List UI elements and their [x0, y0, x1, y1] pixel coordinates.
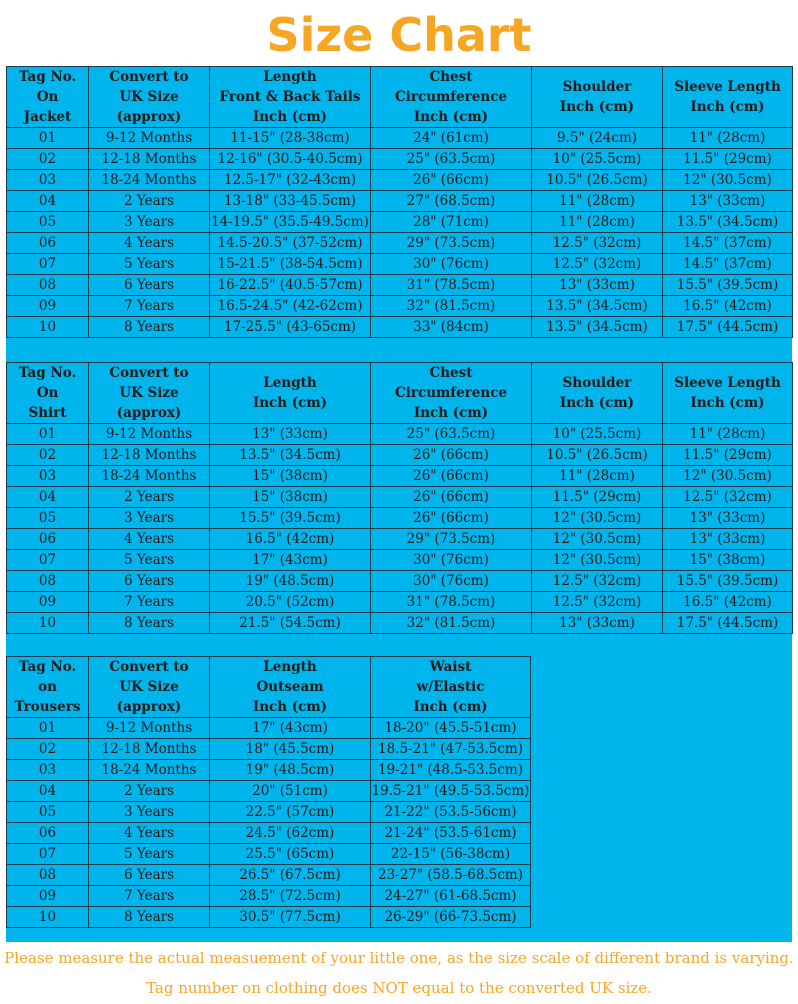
- table-cell: 18" (45.5cm): [210, 739, 371, 760]
- table-cell: 02: [7, 149, 89, 170]
- table-cell: 12" (30.5cm): [532, 529, 663, 550]
- table-cell: 04: [7, 781, 89, 802]
- table-cell: 29" (73.5cm): [371, 529, 532, 550]
- table-cell: 08: [7, 571, 89, 592]
- table-cell: 09: [7, 886, 89, 907]
- table-row: [7, 466, 793, 487]
- table-cell: 10: [7, 907, 89, 928]
- table-cell: 13-18" (33-45.5cm): [210, 191, 371, 212]
- table-cell: 04: [7, 487, 89, 508]
- table-cell: 12-18 Months: [89, 149, 210, 170]
- table-cell: 12.5" (32cm): [532, 254, 663, 275]
- table-cell: 17-25.5" (43-65cm): [210, 317, 371, 338]
- table-cell: 03: [7, 760, 89, 781]
- table-cell: 26" (66cm): [371, 170, 532, 191]
- table-row: [7, 212, 793, 233]
- column-header: Length Inch (cm): [210, 363, 371, 424]
- table-cell: 3 Years: [89, 212, 210, 233]
- table-cell: 3 Years: [89, 802, 210, 823]
- table-cell: 12-18 Months: [89, 445, 210, 466]
- table-cell: 14.5" (37cm): [663, 233, 793, 254]
- column-header: Chest Circumference Inch (cm): [371, 363, 532, 424]
- table-cell: 02: [7, 445, 89, 466]
- table-cell: 13" (33cm): [663, 191, 793, 212]
- table-row: [7, 865, 531, 886]
- table-cell: 7 Years: [89, 592, 210, 613]
- table-cell: 18-24 Months: [89, 466, 210, 487]
- table-cell: 11" (28cm): [532, 466, 663, 487]
- table-cell: 12" (30.5cm): [532, 550, 663, 571]
- table-cell: 23-27" (58.5-68.5cm): [371, 865, 531, 886]
- table-cell: 06: [7, 233, 89, 254]
- table-cell: 21.5" (54.5cm): [210, 613, 371, 634]
- table-cell: 01: [7, 424, 89, 445]
- table-cell: 26" (66cm): [371, 466, 532, 487]
- table-cell: 13.5" (34.5cm): [532, 317, 663, 338]
- table-cell: 30.5" (77.5cm): [210, 907, 371, 928]
- table-cell: 31" (78.5cm): [371, 592, 532, 613]
- table-cell: 12-16" (30.5-40.5cm): [210, 149, 371, 170]
- table-row: [7, 296, 793, 317]
- table-cell: 24-27" (61-68.5cm): [371, 886, 531, 907]
- table-cell: 02: [7, 739, 89, 760]
- tag-number-note: Tag number on clothing does NOT equal to the converted UK size.: [146, 979, 652, 997]
- jacket-size-block: [6, 66, 792, 362]
- table-cell: 25" (63.5cm): [371, 424, 532, 445]
- table-cell: 13" (33cm): [663, 529, 793, 550]
- table-cell: 28" (71cm): [371, 212, 532, 233]
- table-cell: 4 Years: [89, 529, 210, 550]
- table-cell: 17" (43cm): [210, 718, 371, 739]
- table-cell: 17.5" (44.5cm): [663, 317, 793, 338]
- table-row: [7, 529, 793, 550]
- table-cell: 11" (28cm): [532, 212, 663, 233]
- table-cell: 21-22" (53.5-56cm): [371, 802, 531, 823]
- table-cell: 14-19.5" (35.5-49.5cm): [210, 212, 371, 233]
- shirt-size-table: [6, 362, 793, 634]
- table-row: [7, 424, 793, 445]
- table-cell: 05: [7, 802, 89, 823]
- table-cell: 6 Years: [89, 571, 210, 592]
- table-cell: 07: [7, 254, 89, 275]
- table-row: [7, 823, 531, 844]
- table-cell: 09: [7, 592, 89, 613]
- header-row: [7, 363, 793, 424]
- table-cell: 06: [7, 823, 89, 844]
- table-cell: 12" (30.5cm): [663, 466, 793, 487]
- table-cell: 10.5" (26.5cm): [532, 170, 663, 191]
- table-cell: 15" (38cm): [210, 487, 371, 508]
- table-cell: 3 Years: [89, 508, 210, 529]
- page-title: Size Chart: [266, 8, 532, 62]
- table-cell: 22.5" (57cm): [210, 802, 371, 823]
- column-header: Sleeve Length Inch (cm): [663, 363, 793, 424]
- table-cell: 12" (30.5cm): [663, 170, 793, 191]
- table-cell: 33" (84cm): [371, 317, 532, 338]
- table-row: [7, 317, 793, 338]
- header-row: [7, 657, 531, 718]
- table-cell: 8 Years: [89, 317, 210, 338]
- table-cell: 11.5" (29cm): [532, 487, 663, 508]
- table-row: [7, 275, 793, 296]
- table-cell: 28.5" (72.5cm): [210, 886, 371, 907]
- column-header: Convert to UK Size (approx): [89, 363, 210, 424]
- table-cell: 04: [7, 191, 89, 212]
- table-cell: 16.5" (42cm): [663, 296, 793, 317]
- table-row: [7, 718, 531, 739]
- column-header: Tag No. on Trousers: [7, 657, 89, 718]
- table-cell: 19.5-21" (49.5-53.5cm): [371, 781, 531, 802]
- column-header: Tag No. On Shirt: [7, 363, 89, 424]
- table-row: [7, 128, 793, 149]
- table-cell: 08: [7, 865, 89, 886]
- table-cell: 12.5" (32cm): [532, 592, 663, 613]
- column-header: Waist w/Elastic Inch (cm): [371, 657, 531, 718]
- table-cell: 32" (81.5cm): [371, 296, 532, 317]
- column-header: Length Front & Back Tails Inch (cm): [210, 67, 371, 128]
- table-cell: 15.5" (39.5cm): [663, 275, 793, 296]
- table-cell: 26" (66cm): [371, 445, 532, 466]
- table-cell: 11" (28cm): [532, 191, 663, 212]
- table-cell: 13.5" (34.5cm): [532, 296, 663, 317]
- column-header: Shoulder Inch (cm): [532, 363, 663, 424]
- table-cell: 11.5" (29cm): [663, 445, 793, 466]
- table-cell: 03: [7, 466, 89, 487]
- table-cell: 01: [7, 128, 89, 149]
- table-cell: 20" (51cm): [210, 781, 371, 802]
- table-cell: 12.5" (32cm): [663, 487, 793, 508]
- table-cell: 07: [7, 550, 89, 571]
- table-row: [7, 592, 793, 613]
- table-row: [7, 445, 793, 466]
- table-cell: 2 Years: [89, 781, 210, 802]
- table-cell: 18.5-21" (47-53.5cm): [371, 739, 531, 760]
- table-row: [7, 508, 793, 529]
- table-cell: 9-12 Months: [89, 424, 210, 445]
- table-cell: 11" (28cm): [663, 128, 793, 149]
- table-cell: 10.5" (26.5cm): [532, 445, 663, 466]
- table-cell: 13" (33cm): [663, 508, 793, 529]
- table-cell: 15.5" (39.5cm): [210, 508, 371, 529]
- table-cell: 12.5-17" (32-43cm): [210, 170, 371, 191]
- table-cell: 03: [7, 170, 89, 191]
- table-cell: 27" (68.5cm): [371, 191, 532, 212]
- table-cell: 19" (48.5cm): [210, 760, 371, 781]
- table-cell: 12.5" (32cm): [532, 571, 663, 592]
- table-cell: 18-24 Months: [89, 170, 210, 191]
- table-row: [7, 170, 793, 191]
- table-cell: 12-18 Months: [89, 739, 210, 760]
- table-row: [7, 254, 793, 275]
- table-row: [7, 907, 531, 928]
- table-cell: 30" (76cm): [371, 571, 532, 592]
- table-cell: 13" (33cm): [532, 613, 663, 634]
- table-cell: 9.5" (24cm): [532, 128, 663, 149]
- shirt-size-block: [6, 362, 792, 658]
- table-cell: 22-15" (56-38cm): [371, 844, 531, 865]
- table-cell: 4 Years: [89, 823, 210, 844]
- column-header: Chest Circumference Inch (cm): [371, 67, 532, 128]
- table-cell: 6 Years: [89, 275, 210, 296]
- table-cell: 05: [7, 508, 89, 529]
- trousers-size-table: [6, 656, 531, 928]
- table-cell: 8 Years: [89, 907, 210, 928]
- table-cell: 13" (33cm): [210, 424, 371, 445]
- table-cell: 13.5" (34.5cm): [663, 212, 793, 233]
- table-row: [7, 844, 531, 865]
- table-cell: 05: [7, 212, 89, 233]
- table-row: [7, 781, 531, 802]
- measure-note: Please measure the actual measuement of your little one, as the size scale of different brand is varying.: [4, 949, 794, 967]
- table-cell: 25" (63.5cm): [371, 149, 532, 170]
- table-cell: 6 Years: [89, 865, 210, 886]
- column-header: Shoulder Inch (cm): [532, 67, 663, 128]
- table-cell: 26-29" (66-73.5cm): [371, 907, 531, 928]
- table-cell: 26.5" (67.5cm): [210, 865, 371, 886]
- table-cell: 21-24" (53.5-61cm): [371, 823, 531, 844]
- table-cell: 2 Years: [89, 487, 210, 508]
- table-cell: 15" (38cm): [663, 550, 793, 571]
- column-header: Length Outseam Inch (cm): [210, 657, 371, 718]
- table-cell: 13" (33cm): [532, 275, 663, 296]
- table-cell: 10" (25.5cm): [532, 149, 663, 170]
- table-cell: 24" (61cm): [371, 128, 532, 149]
- table-cell: 25.5" (65cm): [210, 844, 371, 865]
- column-header: Sleeve Length Inch (cm): [663, 67, 793, 128]
- table-cell: 30" (76cm): [371, 254, 532, 275]
- table-cell: 9-12 Months: [89, 718, 210, 739]
- table-cell: 16.5" (42cm): [210, 529, 371, 550]
- table-cell: 15-21.5" (38-54.5cm): [210, 254, 371, 275]
- table-cell: 19" (48.5cm): [210, 571, 371, 592]
- table-cell: 16.5" (42cm): [663, 592, 793, 613]
- table-row: [7, 886, 531, 907]
- table-cell: 7 Years: [89, 296, 210, 317]
- table-cell: 15" (38cm): [210, 466, 371, 487]
- table-cell: 10: [7, 613, 89, 634]
- table-cell: 5 Years: [89, 550, 210, 571]
- table-cell: 11-15" (28-38cm): [210, 128, 371, 149]
- column-header: Convert to UK Size (approx): [89, 67, 210, 128]
- table-cell: 32" (81.5cm): [371, 613, 532, 634]
- table-cell: 18-20" (45.5-51cm): [371, 718, 531, 739]
- table-cell: 2 Years: [89, 191, 210, 212]
- table-cell: 16-22.5" (40.5-57cm): [210, 275, 371, 296]
- table-row: [7, 760, 531, 781]
- table-cell: 7 Years: [89, 886, 210, 907]
- table-cell: 16.5-24.5" (42-62cm): [210, 296, 371, 317]
- table-row: [7, 191, 793, 212]
- jacket-size-table: [6, 66, 793, 338]
- table-cell: 26" (66cm): [371, 508, 532, 529]
- table-cell: 24.5" (62cm): [210, 823, 371, 844]
- table-row: [7, 550, 793, 571]
- table-cell: 19-21" (48.5-53.5cm): [371, 760, 531, 781]
- table-cell: 5 Years: [89, 254, 210, 275]
- table-row: [7, 149, 793, 170]
- table-row: [7, 802, 531, 823]
- table-cell: 11" (28cm): [663, 424, 793, 445]
- table-cell: 20.5" (52cm): [210, 592, 371, 613]
- table-cell: 5 Years: [89, 844, 210, 865]
- table-cell: 15.5" (39.5cm): [663, 571, 793, 592]
- table-cell: 29" (73.5cm): [371, 233, 532, 254]
- table-row: [7, 739, 531, 760]
- table-cell: 30" (76cm): [371, 550, 532, 571]
- table-cell: 9-12 Months: [89, 128, 210, 149]
- table-cell: 01: [7, 718, 89, 739]
- column-header: Convert to UK Size (approx): [89, 657, 210, 718]
- table-cell: 18-24 Months: [89, 760, 210, 781]
- header-row: [7, 67, 793, 128]
- table-row: [7, 233, 793, 254]
- table-cell: 06: [7, 529, 89, 550]
- table-cell: 08: [7, 275, 89, 296]
- table-cell: 17.5" (44.5cm): [663, 613, 793, 634]
- table-cell: 12" (30.5cm): [532, 508, 663, 529]
- table-cell: 14.5" (37cm): [663, 254, 793, 275]
- table-cell: 14.5-20.5" (37-52cm): [210, 233, 371, 254]
- table-cell: 09: [7, 296, 89, 317]
- table-row: [7, 487, 793, 508]
- table-row: [7, 571, 793, 592]
- column-header: Tag No. On Jacket: [7, 67, 89, 128]
- table-cell: 12.5" (32cm): [532, 233, 663, 254]
- table-cell: 10" (25.5cm): [532, 424, 663, 445]
- table-cell: 07: [7, 844, 89, 865]
- table-row: [7, 613, 793, 634]
- trousers-size-block: [6, 656, 792, 942]
- table-cell: 17" (43cm): [210, 550, 371, 571]
- table-cell: 13.5" (34.5cm): [210, 445, 371, 466]
- table-cell: 10: [7, 317, 89, 338]
- table-cell: 31" (78.5cm): [371, 275, 532, 296]
- table-cell: 26" (66cm): [371, 487, 532, 508]
- table-cell: 4 Years: [89, 233, 210, 254]
- table-cell: 11.5" (29cm): [663, 149, 793, 170]
- table-cell: 8 Years: [89, 613, 210, 634]
